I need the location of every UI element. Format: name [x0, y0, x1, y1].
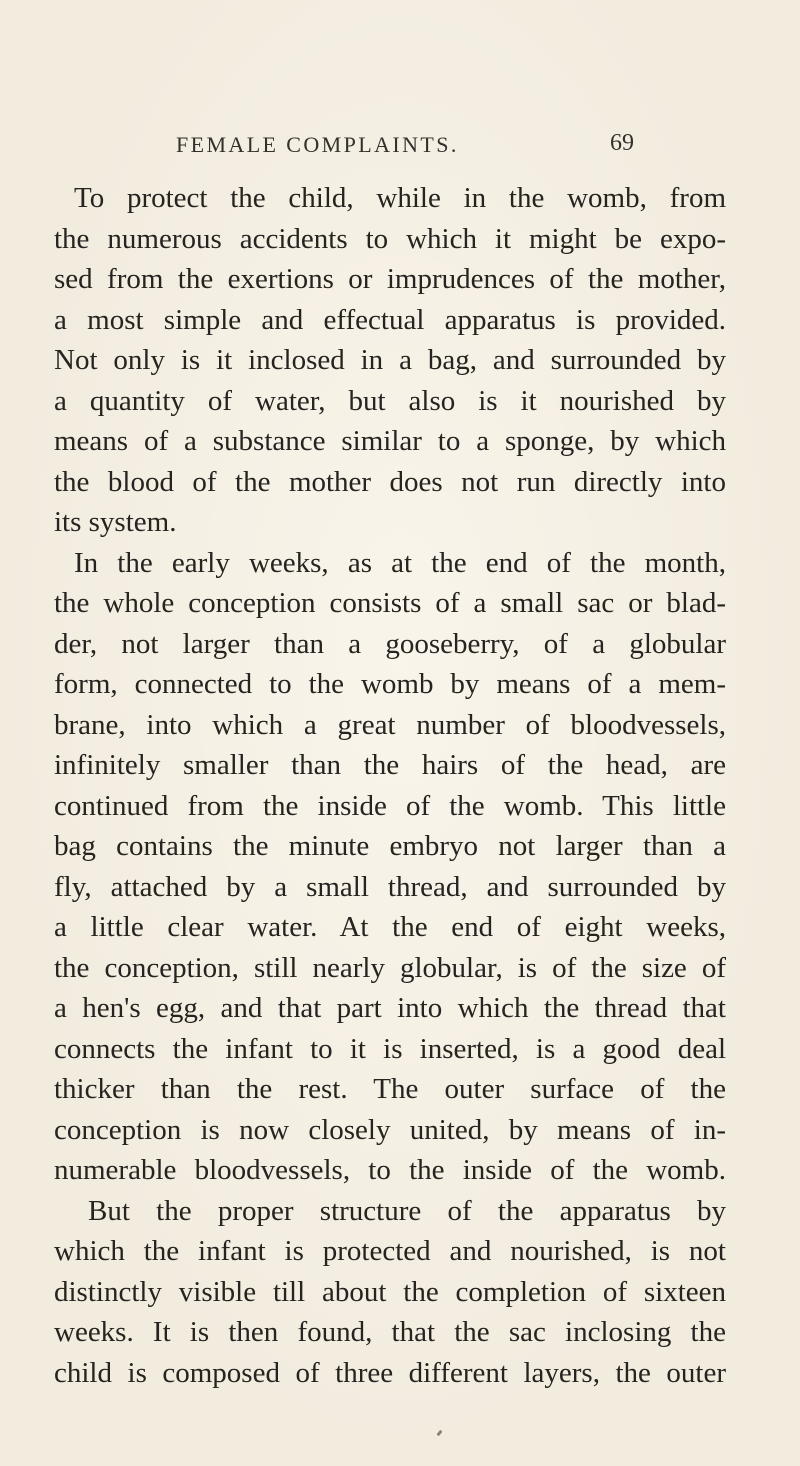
- paper-speck: [436, 1430, 442, 1437]
- body-text: [54, 178, 726, 1393]
- text-line: the blood of the mother does not run directly into: [54, 465, 726, 498]
- page-number: 69: [610, 130, 634, 156]
- text-line: its system.: [54, 506, 177, 538]
- text-line: the numerous accidents to which it might be expo-: [54, 222, 726, 255]
- text-line: Not only is it inclosed in a bag, and surrounded by: [54, 344, 726, 376]
- text-line: continued from the inside of the womb. This little: [54, 789, 726, 822]
- text-line: sed from the exertions or imprudences of the mother,: [54, 263, 726, 295]
- running-head: FEMALE COMPLAINTS.: [176, 132, 459, 157]
- text-line: bag contains the minute embryo not larger than a: [54, 830, 726, 862]
- text-line: thicker than the rest. The outer surface of the: [54, 1073, 726, 1105]
- text-line: the conception, still nearly globular, is of the size of: [54, 951, 726, 984]
- text-line: a hen's egg, and that part into which the thread that: [54, 992, 726, 1024]
- text-line: which the infant is protected and nourished, is not: [54, 1235, 726, 1267]
- text-line: connects the infant to it is inserted, is a good deal: [54, 1032, 726, 1065]
- text-line: brane, into which a great number of bloodvessels,: [54, 708, 726, 741]
- text-line: der, not larger than a gooseberry, of a globular: [54, 627, 726, 660]
- text-line: child is composed of three different layers, the outer: [54, 1356, 726, 1389]
- text-line: means of a substance similar to a sponge, by which: [54, 425, 726, 457]
- text-line: In the early weeks, as at the end of the month,: [74, 546, 726, 579]
- text-line: conception is now closely united, by means of in-: [54, 1113, 726, 1146]
- text-line: a little clear water. At the end of eight weeks,: [54, 911, 726, 943]
- text-line: infinitely smaller than the hairs of the head, are: [54, 749, 726, 781]
- text-line: form, connected to the womb by means of a mem-: [54, 668, 726, 700]
- text-line: the whole conception consists of a small sac or blad-: [54, 587, 726, 619]
- text-line: To protect the child, while in the womb, from: [74, 182, 726, 214]
- text-line: a quantity of water, but also is it nourished by: [54, 384, 726, 417]
- text-line: a most simple and effectual apparatus is provided.: [54, 303, 726, 336]
- text-line: weeks. It is then found, that the sac inclosing the: [54, 1316, 726, 1348]
- text-line: But the proper structure of the apparatus by: [88, 1194, 726, 1227]
- text-line: distinctly visible till about the completion of sixteen: [54, 1275, 726, 1308]
- text-line: fly, attached by a small thread, and surrounded by: [54, 870, 726, 903]
- text-line: numerable bloodvessels, to the inside of the womb.: [54, 1154, 726, 1186]
